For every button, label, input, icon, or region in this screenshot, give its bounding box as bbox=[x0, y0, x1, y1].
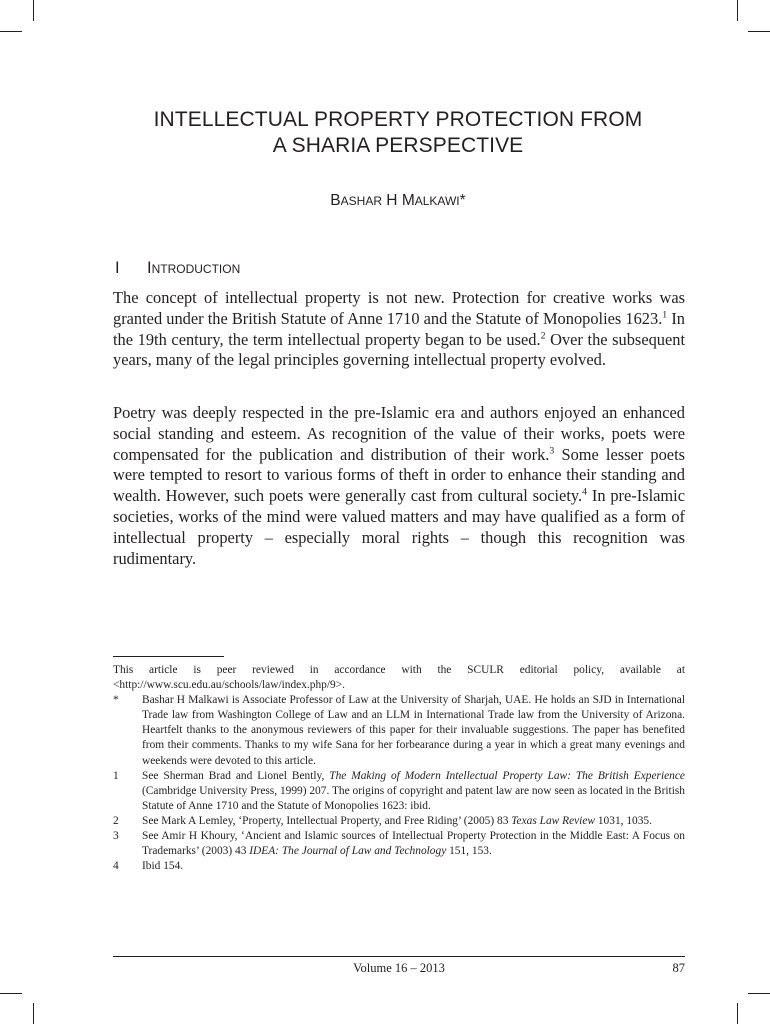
footnote-text: See Sherman Brad and Lionel Bently, The Making of Modern Intellectual Property Law: The British Experience (Cambridge University Press, 1999) 207. The origins of copyright and patent law are now seen as located in the British Statute of Anne 1710 and the Statute of Monopolies 1623: ibid. bbox=[142, 769, 685, 812]
crop-mark bbox=[0, 993, 22, 994]
footnote-mark: 2 bbox=[113, 814, 119, 827]
crop-mark bbox=[737, 1003, 738, 1024]
footnote-rule bbox=[113, 656, 224, 657]
author-note-mark: * bbox=[459, 192, 466, 209]
footnote-mark: 4 bbox=[113, 860, 119, 873]
footer-rule bbox=[113, 956, 685, 957]
footnote-text: Bashar H Malkawi is Associate Professor of Law at the University of Sharjah, UAE. He holds an SJD in International Trade law from Washington College of Law and an LLM in International Trade law from the University of Arizona. Heartfelt thanks to the anonymous reviewers of this paper for their invaluable suggestions. The paper has benefited from their comments. Thanks to my wife Sana for her forbearance during a year in which a great many evenings and weekends were devoted to this article. bbox=[142, 694, 685, 767]
footnote bbox=[113, 693, 685, 768]
title-line: INTELLECTUAL PROPERTY PROTECTION FROM bbox=[153, 108, 643, 131]
footnote-ref: 1 bbox=[662, 309, 668, 321]
footnote-text: See Amir H Khoury, ‘Ancient and Islamic sources of Intellectual Property Protection in the Middle East: A Focus on Trademarks’ (2003) 43 IDEA: The Journal of Law and Technology 151, 153. bbox=[142, 830, 685, 858]
footnotes bbox=[113, 663, 685, 874]
footnote bbox=[113, 769, 685, 814]
peer-review-note: This article is peer reviewed in accordance with the SCULR editorial policy, available at <http://www.scu.edu.au/schools/law/index.php/9>. bbox=[113, 664, 685, 692]
section-number: I bbox=[115, 259, 120, 277]
footnote-ref: 3 bbox=[549, 445, 555, 457]
body-paragraph: Poetry was deeply respected in the pre-Islamic era and authors enjoyed an enhanced social standing and esteem. As recognition of the value of their works, poets were compensated for the publication and distribution of their work.$^3$ Some lesser poets were tempted to resort to various forms of theft in order to enhance their standing and wealth. However, such poets were generally cast from cultural society.$^4$ In pre-Islamic societies, works of the mind were valued matters and may have qualified as a form of intellectual property – especially moral rights – though this recognition was rudimentary. bbox=[113, 403, 685, 568]
article-title bbox=[100, 107, 696, 159]
author-byline: BASHAR H MALKAWI* bbox=[330, 192, 466, 209]
page-number: 87 bbox=[672, 961, 685, 975]
section-heading: I INTRODUCTION bbox=[115, 259, 241, 277]
crop-mark bbox=[33, 0, 34, 21]
footnote-ref: 2 bbox=[540, 330, 546, 342]
crop-mark bbox=[748, 31, 770, 32]
footnote bbox=[113, 829, 685, 859]
footnote-mark: 1 bbox=[113, 769, 119, 782]
crop-mark bbox=[0, 31, 22, 32]
crop-mark bbox=[737, 0, 738, 21]
volume-label: Volume 16 – 2013 bbox=[353, 961, 445, 975]
footnote-text: Ibid 154. bbox=[142, 860, 184, 873]
crop-mark bbox=[33, 1003, 34, 1024]
footnote-mark: * bbox=[113, 694, 119, 707]
crop-mark bbox=[748, 993, 770, 994]
cited-title: Texas Law Review bbox=[511, 814, 596, 827]
body-paragraph: The concept of intellectual property is not new. Protection for creative works was granted under the British Statute of Anne 1710 and the Statute of Monopolies 1623.$^1$ In the 19th century, the term intellectual property began to be used.$^2$ Over the subsequent years, many of the legal principles governing intellectual property evolved. bbox=[113, 288, 686, 370]
footnote-ref: 4 bbox=[582, 486, 588, 498]
footnote-text: See Mark A Lemley, ‘Property, Intellectual Property, and Free Riding’ (2005) 83 Texas Law Review 1031, 1035. bbox=[142, 814, 652, 827]
footnote bbox=[113, 814, 685, 829]
cited-title: The Making of Modern Intellectual Property Law: The British Experience bbox=[329, 769, 685, 782]
footnote bbox=[113, 859, 685, 874]
footnote-mark: 3 bbox=[113, 830, 119, 843]
cited-title: IDEA: The Journal of Law and Technology bbox=[249, 845, 447, 858]
title-line: A SHARIA PERSPECTIVE bbox=[272, 134, 524, 157]
